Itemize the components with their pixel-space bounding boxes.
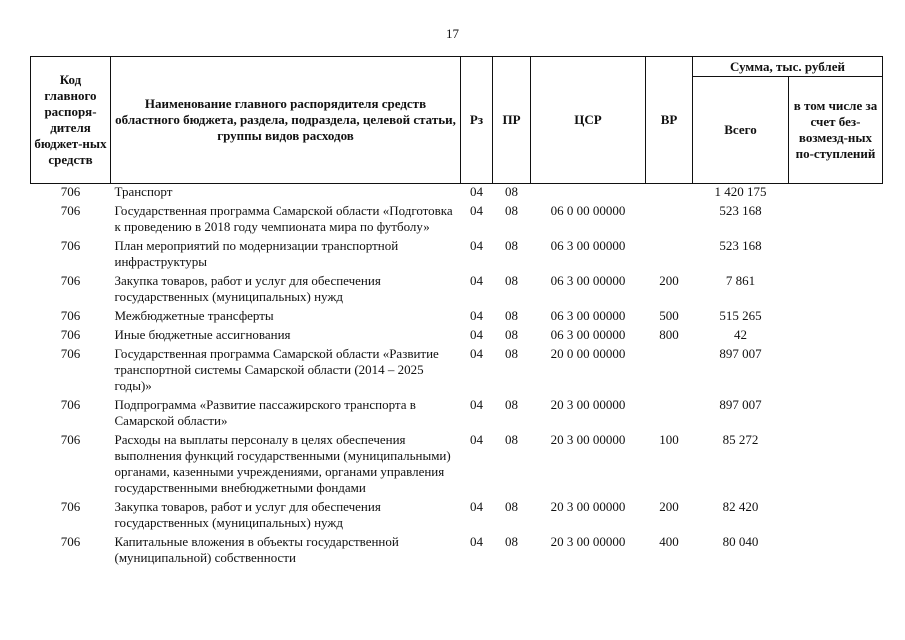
cell-name: Государственная программа Самарской области «Подготовка к проведению в 2018 году чемпионата мира по футболу» (114, 203, 453, 234)
cell-rz: 04 (470, 273, 483, 288)
budget-table (30, 56, 883, 567)
cell-total: 80 040 (722, 534, 759, 549)
cell-total: 523 168 (719, 238, 762, 253)
cell-incl (789, 344, 883, 395)
cell-code: 706 (60, 238, 81, 253)
cell-code: 706 (60, 327, 81, 342)
cell-rz: 04 (470, 308, 483, 323)
header-csr: ЦСР (531, 57, 646, 184)
cell-csr: 20 3 00 00000 (550, 534, 626, 549)
cell-code: 706 (60, 397, 81, 412)
cell-total: 515 265 (719, 308, 762, 323)
cell-code: 706 (60, 534, 81, 549)
cell-code: 706 (60, 499, 81, 514)
cell-rz: 04 (470, 534, 483, 549)
cell-name: Транспорт (114, 184, 173, 199)
cell-name: План мероприятий по модернизации транспортной инфраструктуры (114, 238, 399, 269)
cell-name: Межбюджетные трансферты (114, 308, 274, 323)
cell-total: 82 420 (722, 499, 759, 514)
cell-pr: 08 (505, 534, 518, 549)
cell-name: Закупка товаров, работ и услуг для обеспечения государственных (муниципальных) нужд (114, 273, 381, 304)
cell-vr: 500 (659, 308, 679, 323)
cell-total: 523 168 (719, 203, 762, 218)
cell-incl (789, 325, 883, 344)
cell-vr: 200 (659, 273, 679, 288)
header-incl: в том числе за счет без-возмезд-ных по-ступлений (789, 77, 883, 184)
cell-pr: 08 (505, 238, 518, 253)
header-vr: ВР (646, 57, 693, 184)
cell-incl (789, 201, 883, 236)
cell-rz: 04 (470, 203, 483, 218)
cell-incl (789, 184, 883, 202)
header-name: Наименование главного распорядителя средств областного бюджета, раздела, подраздела, целевой статьи, группы видов расходов (111, 57, 461, 184)
cell-code: 706 (60, 273, 81, 288)
table-row (31, 306, 883, 325)
cell-name: Расходы на выплаты персоналу в целях обеспечения выполнения функций государственными (муниципальными) органами, казенными учреждениями, органами управления государственными внебюджетными фондами (114, 432, 451, 495)
cell-vr: 800 (659, 327, 679, 342)
cell-total: 42 (734, 327, 747, 342)
cell-incl (789, 306, 883, 325)
cell-name: Подпрограмма «Развитие пассажирского транспорта в Самарской области» (114, 397, 416, 428)
cell-pr: 08 (505, 346, 518, 361)
cell-name: Закупка товаров, работ и услуг для обеспечения государственных (муниципальных) нужд (114, 499, 381, 530)
cell-vr: 200 (659, 499, 679, 514)
cell-incl (789, 271, 883, 306)
cell-csr: 06 3 00 00000 (550, 273, 626, 288)
header-total: Всего (693, 77, 789, 184)
cell-total: 7 861 (725, 273, 756, 288)
cell-rz: 04 (470, 346, 483, 361)
cell-name: Капитальные вложения в объекты государственной (муниципальной) собственности (114, 534, 399, 565)
cell-vr (646, 236, 693, 271)
table-body (31, 184, 883, 568)
table-row (31, 184, 883, 202)
cell-vr: 100 (659, 432, 679, 447)
header-code: Код главного распоря-дителя бюджет-ных средств (31, 57, 111, 184)
cell-pr: 08 (505, 273, 518, 288)
header-rz: Рз (461, 57, 493, 184)
cell-pr: 08 (505, 499, 518, 514)
cell-rz: 04 (470, 432, 483, 447)
cell-csr: 06 0 00 00000 (550, 203, 626, 218)
cell-incl (789, 497, 883, 532)
cell-code: 706 (60, 346, 81, 361)
cell-total: 1 420 175 (714, 184, 767, 199)
cell-vr: 400 (659, 534, 679, 549)
cell-vr (646, 344, 693, 395)
table-row (31, 344, 883, 395)
cell-name: Государственная программа Самарской области «Развитие транспортной системы Самарской области (2014 – 2025 годы)» (114, 346, 439, 393)
cell-total: 85 272 (722, 432, 759, 447)
cell-csr: 06 3 00 00000 (550, 308, 626, 323)
cell-csr (531, 184, 646, 202)
cell-incl (789, 430, 883, 497)
page-number: 17 (446, 26, 459, 41)
cell-code: 706 (60, 184, 81, 199)
table-row (31, 236, 883, 271)
cell-csr: 06 3 00 00000 (550, 327, 626, 342)
cell-pr: 08 (505, 327, 518, 342)
cell-vr (646, 395, 693, 430)
cell-name: Иные бюджетные ассигнования (114, 327, 291, 342)
cell-rz: 04 (470, 499, 483, 514)
cell-rz: 04 (470, 238, 483, 253)
cell-incl (789, 532, 883, 567)
cell-csr: 20 3 00 00000 (550, 432, 626, 447)
cell-vr (646, 201, 693, 236)
cell-csr: 20 3 00 00000 (550, 397, 626, 412)
table-row (31, 201, 883, 236)
cell-csr: 06 3 00 00000 (550, 238, 626, 253)
table-row (31, 325, 883, 344)
cell-total: 897 007 (719, 397, 762, 412)
cell-pr: 08 (505, 203, 518, 218)
table-row (31, 395, 883, 430)
cell-pr: 08 (505, 308, 518, 323)
table-row (31, 430, 883, 497)
table-row (31, 532, 883, 567)
cell-incl (789, 395, 883, 430)
cell-code: 706 (60, 432, 81, 447)
cell-csr: 20 3 00 00000 (550, 499, 626, 514)
cell-code: 706 (60, 203, 81, 218)
cell-total: 897 007 (719, 346, 762, 361)
cell-pr: 08 (505, 397, 518, 412)
header-sum: Сумма, тыс. рублей (693, 57, 883, 77)
table-row (31, 497, 883, 532)
cell-vr (646, 184, 693, 202)
cell-pr: 08 (505, 432, 518, 447)
cell-pr: 08 (505, 184, 518, 199)
cell-rz: 04 (470, 397, 483, 412)
cell-csr: 20 0 00 00000 (550, 346, 626, 361)
cell-rz: 04 (470, 327, 483, 342)
cell-rz: 04 (470, 184, 483, 199)
table-row (31, 271, 883, 306)
header-pr: ПР (493, 57, 531, 184)
cell-code: 706 (60, 308, 81, 323)
cell-incl (789, 236, 883, 271)
